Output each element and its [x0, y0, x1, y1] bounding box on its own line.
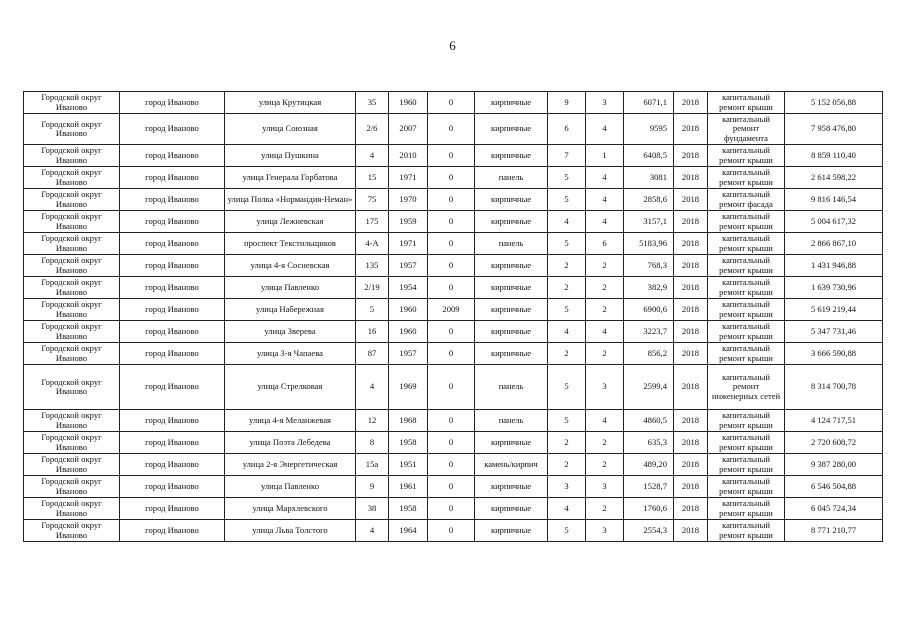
district-cell: Городской округ Иваново: [24, 343, 120, 365]
table-row: [24, 92, 883, 114]
wall-material-cell: кирпичные: [475, 255, 548, 277]
cost-cell: 7 958 476,80: [785, 114, 883, 145]
street-cell: улица Поэта Лебедева: [225, 432, 356, 454]
area-cell: 6900,6: [624, 299, 674, 321]
work-type-cell: капитальный ремонт крыши: [708, 255, 785, 277]
district-cell: Городской округ Иваново: [24, 92, 120, 114]
built-year-cell: 1957: [389, 343, 428, 365]
floors-cell: 2: [548, 454, 586, 476]
cost-cell: 9 387 280,00: [785, 454, 883, 476]
city-cell: город Иваново: [120, 299, 225, 321]
street-cell: улица Набережная: [225, 299, 356, 321]
repair-year-cell: 2018: [674, 299, 708, 321]
wall-material-cell: панель: [475, 167, 548, 189]
overhaul-year-cell: 0: [428, 211, 475, 233]
built-year-cell: 1954: [389, 277, 428, 299]
repair-year-cell: 2018: [674, 476, 708, 498]
cost-cell: 8 859 110,40: [785, 145, 883, 167]
entrances-cell: 3: [586, 520, 624, 542]
street-cell: улица 3-я Чапаева: [225, 343, 356, 365]
area-cell: 6408,5: [624, 145, 674, 167]
city-cell: город Иваново: [120, 277, 225, 299]
city-cell: город Иваново: [120, 211, 225, 233]
city-cell: город Иваново: [120, 410, 225, 432]
wall-material-cell: кирпичные: [475, 343, 548, 365]
table-row: [24, 498, 883, 520]
cost-cell: 3 666 590,88: [785, 343, 883, 365]
street-cell: улица Зверева: [225, 321, 356, 343]
area-cell: 5183,96: [624, 233, 674, 255]
wall-material-cell: кирпичные: [475, 114, 548, 145]
house-number-cell: 15а: [356, 454, 389, 476]
work-type-cell: капитальный ремонт крыши: [708, 410, 785, 432]
entrances-cell: 3: [586, 365, 624, 410]
house-number-cell: 8: [356, 432, 389, 454]
city-cell: город Иваново: [120, 167, 225, 189]
house-number-cell: 175: [356, 211, 389, 233]
house-number-cell: 2/19: [356, 277, 389, 299]
work-type-cell: капитальный ремонт крыши: [708, 167, 785, 189]
entrances-cell: 4: [586, 167, 624, 189]
floors-cell: 4: [548, 211, 586, 233]
repair-year-cell: 2018: [674, 277, 708, 299]
table-row: [24, 299, 883, 321]
work-type-cell: капитальный ремонт крыши: [708, 498, 785, 520]
table-row: [24, 410, 883, 432]
city-cell: город Иваново: [120, 189, 225, 211]
house-number-cell: 4: [356, 520, 389, 542]
entrances-cell: 4: [586, 189, 624, 211]
work-type-cell: капитальный ремонт крыши: [708, 432, 785, 454]
floors-cell: 5: [548, 233, 586, 255]
house-number-cell: 87: [356, 343, 389, 365]
wall-material-cell: камень/кирпич: [475, 454, 548, 476]
built-year-cell: 1958: [389, 498, 428, 520]
city-cell: город Иваново: [120, 432, 225, 454]
cost-cell: 5 004 617,32: [785, 211, 883, 233]
area-cell: 3081: [624, 167, 674, 189]
cost-cell: 9 816 146,54: [785, 189, 883, 211]
city-cell: город Иваново: [120, 454, 225, 476]
built-year-cell: 1969: [389, 365, 428, 410]
wall-material-cell: кирпичные: [475, 299, 548, 321]
work-type-cell: капитальный ремонт крыши: [708, 233, 785, 255]
built-year-cell: 1957: [389, 255, 428, 277]
entrances-cell: 2: [586, 498, 624, 520]
overhaul-year-cell: 0: [428, 498, 475, 520]
built-year-cell: 2010: [389, 145, 428, 167]
overhaul-year-cell: 0: [428, 277, 475, 299]
built-year-cell: 1968: [389, 410, 428, 432]
street-cell: улица Мархлевского: [225, 498, 356, 520]
built-year-cell: 1951: [389, 454, 428, 476]
overhaul-year-cell: 0: [428, 410, 475, 432]
district-cell: Городской округ Иваново: [24, 167, 120, 189]
overhaul-year-cell: 0: [428, 114, 475, 145]
district-cell: Городской округ Иваново: [24, 189, 120, 211]
built-year-cell: 1970: [389, 189, 428, 211]
floors-cell: 9: [548, 92, 586, 114]
area-cell: 6071,1: [624, 92, 674, 114]
area-cell: 9595: [624, 114, 674, 145]
floors-cell: 5: [548, 410, 586, 432]
overhaul-year-cell: 0: [428, 233, 475, 255]
repair-program-table: [23, 91, 883, 542]
floors-cell: 6: [548, 114, 586, 145]
cost-cell: 6 045 724,34: [785, 498, 883, 520]
floors-cell: 5: [548, 365, 586, 410]
wall-material-cell: кирпичные: [475, 211, 548, 233]
wall-material-cell: панель: [475, 233, 548, 255]
repair-year-cell: 2018: [674, 92, 708, 114]
house-number-cell: 4-А: [356, 233, 389, 255]
entrances-cell: 2: [586, 299, 624, 321]
work-type-cell: капитальный ремонт крыши: [708, 520, 785, 542]
wall-material-cell: кирпичные: [475, 277, 548, 299]
city-cell: город Иваново: [120, 114, 225, 145]
district-cell: Городской округ Иваново: [24, 410, 120, 432]
floors-cell: 5: [548, 189, 586, 211]
district-cell: Городской округ Иваново: [24, 255, 120, 277]
work-type-cell: капитальный ремонт крыши: [708, 321, 785, 343]
repair-year-cell: 2018: [674, 167, 708, 189]
district-cell: Городской округ Иваново: [24, 277, 120, 299]
city-cell: город Иваново: [120, 145, 225, 167]
house-number-cell: 9: [356, 476, 389, 498]
cost-cell: 2 720 608,72: [785, 432, 883, 454]
city-cell: город Иваново: [120, 321, 225, 343]
repair-year-cell: 2018: [674, 498, 708, 520]
repair-year-cell: 2018: [674, 255, 708, 277]
city-cell: город Иваново: [120, 233, 225, 255]
overhaul-year-cell: 0: [428, 432, 475, 454]
repair-year-cell: 2018: [674, 321, 708, 343]
area-cell: 3157,1: [624, 211, 674, 233]
repair-year-cell: 2018: [674, 211, 708, 233]
entrances-cell: 3: [586, 476, 624, 498]
overhaul-year-cell: 0: [428, 520, 475, 542]
house-number-cell: 12: [356, 410, 389, 432]
table-row: [24, 432, 883, 454]
cost-cell: 2 614 598,22: [785, 167, 883, 189]
district-cell: Городской округ Иваново: [24, 454, 120, 476]
table-row: [24, 255, 883, 277]
table-row: [24, 277, 883, 299]
table-row: [24, 476, 883, 498]
repair-year-cell: 2018: [674, 410, 708, 432]
house-number-cell: 38: [356, 498, 389, 520]
district-cell: Городской округ Иваново: [24, 365, 120, 410]
street-cell: улица Павленко: [225, 277, 356, 299]
area-cell: 1528,7: [624, 476, 674, 498]
street-cell: улица Союзная: [225, 114, 356, 145]
entrances-cell: 4: [586, 114, 624, 145]
repair-year-cell: 2018: [674, 520, 708, 542]
work-type-cell: капитальный ремонт крыши: [708, 92, 785, 114]
street-cell: улица Пушкина: [225, 145, 356, 167]
work-type-cell: капитальный ремонт крыши: [708, 476, 785, 498]
repair-year-cell: 2018: [674, 365, 708, 410]
entrances-cell: 4: [586, 321, 624, 343]
street-cell: улица Лежневская: [225, 211, 356, 233]
cost-cell: 2 866 867,10: [785, 233, 883, 255]
overhaul-year-cell: 2009: [428, 299, 475, 321]
district-cell: Городской округ Иваново: [24, 498, 120, 520]
floors-cell: 5: [548, 167, 586, 189]
cost-cell: 5 619 219,44: [785, 299, 883, 321]
city-cell: город Иваново: [120, 520, 225, 542]
area-cell: 3223,7: [624, 321, 674, 343]
area-cell: 2554,3: [624, 520, 674, 542]
district-cell: Городской округ Иваново: [24, 299, 120, 321]
wall-material-cell: кирпичные: [475, 92, 548, 114]
overhaul-year-cell: 0: [428, 189, 475, 211]
entrances-cell: 2: [586, 343, 624, 365]
table-row: [24, 145, 883, 167]
entrances-cell: 3: [586, 92, 624, 114]
work-type-cell: капитальный ремонт крыши: [708, 277, 785, 299]
entrances-cell: 2: [586, 255, 624, 277]
floors-cell: 2: [548, 432, 586, 454]
cost-cell: 1 431 946,88: [785, 255, 883, 277]
built-year-cell: 1971: [389, 233, 428, 255]
street-cell: улица Крутицкая: [225, 92, 356, 114]
cost-cell: 4 124 717,51: [785, 410, 883, 432]
wall-material-cell: кирпичные: [475, 498, 548, 520]
city-cell: город Иваново: [120, 498, 225, 520]
area-cell: 635,3: [624, 432, 674, 454]
work-type-cell: капитальный ремонт крыши: [708, 211, 785, 233]
table-row: [24, 520, 883, 542]
floors-cell: 2: [548, 343, 586, 365]
entrances-cell: 4: [586, 211, 624, 233]
cost-cell: 8 771 210,77: [785, 520, 883, 542]
work-type-cell: капитальный ремонт фасада: [708, 189, 785, 211]
repair-year-cell: 2018: [674, 189, 708, 211]
street-cell: проспект Текстильщиков: [225, 233, 356, 255]
table-row: [24, 189, 883, 211]
overhaul-year-cell: 0: [428, 365, 475, 410]
entrances-cell: 2: [586, 454, 624, 476]
table-row: [24, 167, 883, 189]
city-cell: город Иваново: [120, 92, 225, 114]
house-number-cell: 35: [356, 92, 389, 114]
house-number-cell: 5: [356, 299, 389, 321]
house-number-cell: 16: [356, 321, 389, 343]
table-body: [24, 92, 883, 542]
wall-material-cell: панель: [475, 410, 548, 432]
district-cell: Городской округ Иваново: [24, 432, 120, 454]
built-year-cell: 1960: [389, 299, 428, 321]
street-cell: улица 2-я Энергетическая: [225, 454, 356, 476]
built-year-cell: 1959: [389, 211, 428, 233]
area-cell: 4860,5: [624, 410, 674, 432]
wall-material-cell: кирпичные: [475, 520, 548, 542]
house-number-cell: 15: [356, 167, 389, 189]
street-cell: улица Полка «Нормандия-Неман»: [225, 189, 356, 211]
street-cell: улица 4-я Меланжевая: [225, 410, 356, 432]
wall-material-cell: кирпичные: [475, 321, 548, 343]
table-row: [24, 211, 883, 233]
area-cell: 1760,6: [624, 498, 674, 520]
district-cell: Городской округ Иваново: [24, 321, 120, 343]
wall-material-cell: кирпичные: [475, 476, 548, 498]
district-cell: Городской округ Иваново: [24, 476, 120, 498]
wall-material-cell: панель: [475, 365, 548, 410]
built-year-cell: 1961: [389, 476, 428, 498]
city-cell: город Иваново: [120, 255, 225, 277]
built-year-cell: 1964: [389, 520, 428, 542]
street-cell: улица 4-я Сосневская: [225, 255, 356, 277]
entrances-cell: 2: [586, 277, 624, 299]
district-cell: Городской округ Иваново: [24, 114, 120, 145]
district-cell: Городской округ Иваново: [24, 145, 120, 167]
street-cell: улица Льва Толстого: [225, 520, 356, 542]
entrances-cell: 4: [586, 410, 624, 432]
wall-material-cell: кирпичные: [475, 432, 548, 454]
overhaul-year-cell: 0: [428, 92, 475, 114]
work-type-cell: капитальный ремонт крыши: [708, 343, 785, 365]
floors-cell: 2: [548, 277, 586, 299]
floors-cell: 4: [548, 321, 586, 343]
house-number-cell: 2/6: [356, 114, 389, 145]
city-cell: город Иваново: [120, 343, 225, 365]
table-row: [24, 233, 883, 255]
city-cell: город Иваново: [120, 365, 225, 410]
repair-year-cell: 2018: [674, 432, 708, 454]
house-number-cell: 4: [356, 145, 389, 167]
built-year-cell: 1960: [389, 321, 428, 343]
built-year-cell: 1971: [389, 167, 428, 189]
work-type-cell: капитальный ремонт инженерных сетей: [708, 365, 785, 410]
floors-cell: 5: [548, 520, 586, 542]
floors-cell: 5: [548, 299, 586, 321]
work-type-cell: капитальный ремонт крыши: [708, 145, 785, 167]
house-number-cell: 4: [356, 365, 389, 410]
street-cell: улица Павленко: [225, 476, 356, 498]
street-cell: улица Генерала Горбатова: [225, 167, 356, 189]
built-year-cell: 1958: [389, 432, 428, 454]
floors-cell: 4: [548, 498, 586, 520]
district-cell: Городской округ Иваново: [24, 520, 120, 542]
overhaul-year-cell: 0: [428, 321, 475, 343]
work-type-cell: капитальный ремонт крыши: [708, 299, 785, 321]
repair-year-cell: 2018: [674, 145, 708, 167]
street-cell: улица Стрелковая: [225, 365, 356, 410]
table-row: [24, 343, 883, 365]
repair-year-cell: 2018: [674, 454, 708, 476]
area-cell: 489,20: [624, 454, 674, 476]
cost-cell: 8 314 700,78: [785, 365, 883, 410]
entrances-cell: 6: [586, 233, 624, 255]
overhaul-year-cell: 0: [428, 476, 475, 498]
overhaul-year-cell: 0: [428, 167, 475, 189]
built-year-cell: 1960: [389, 92, 428, 114]
repair-year-cell: 2018: [674, 114, 708, 145]
table-row: [24, 114, 883, 145]
overhaul-year-cell: 0: [428, 343, 475, 365]
table-row: [24, 321, 883, 343]
area-cell: 768,3: [624, 255, 674, 277]
district-cell: Городской округ Иваново: [24, 233, 120, 255]
floors-cell: 2: [548, 255, 586, 277]
wall-material-cell: кирпичные: [475, 145, 548, 167]
city-cell: город Иваново: [120, 476, 225, 498]
repair-year-cell: 2018: [674, 343, 708, 365]
built-year-cell: 2007: [389, 114, 428, 145]
floors-cell: 3: [548, 476, 586, 498]
cost-cell: 6 546 504,88: [785, 476, 883, 498]
cost-cell: 5 152 056,88: [785, 92, 883, 114]
overhaul-year-cell: 0: [428, 145, 475, 167]
area-cell: 856,2: [624, 343, 674, 365]
work-type-cell: капитальный ремонт фундамента: [708, 114, 785, 145]
entrances-cell: 1: [586, 145, 624, 167]
overhaul-year-cell: 0: [428, 454, 475, 476]
cost-cell: 1 639 730,96: [785, 277, 883, 299]
overhaul-year-cell: 0: [428, 255, 475, 277]
area-cell: 382,9: [624, 277, 674, 299]
table-row: [24, 454, 883, 476]
house-number-cell: 135: [356, 255, 389, 277]
floors-cell: 7: [548, 145, 586, 167]
area-cell: 2858,6: [624, 189, 674, 211]
wall-material-cell: кирпичные: [475, 189, 548, 211]
cost-cell: 5 347 731,46: [785, 321, 883, 343]
work-type-cell: капитальный ремонт крыши: [708, 454, 785, 476]
table-row: [24, 365, 883, 410]
area-cell: 2599,4: [624, 365, 674, 410]
page-number: 6: [449, 38, 456, 53]
repair-year-cell: 2018: [674, 233, 708, 255]
house-number-cell: 75: [356, 189, 389, 211]
entrances-cell: 2: [586, 432, 624, 454]
district-cell: Городской округ Иваново: [24, 211, 120, 233]
